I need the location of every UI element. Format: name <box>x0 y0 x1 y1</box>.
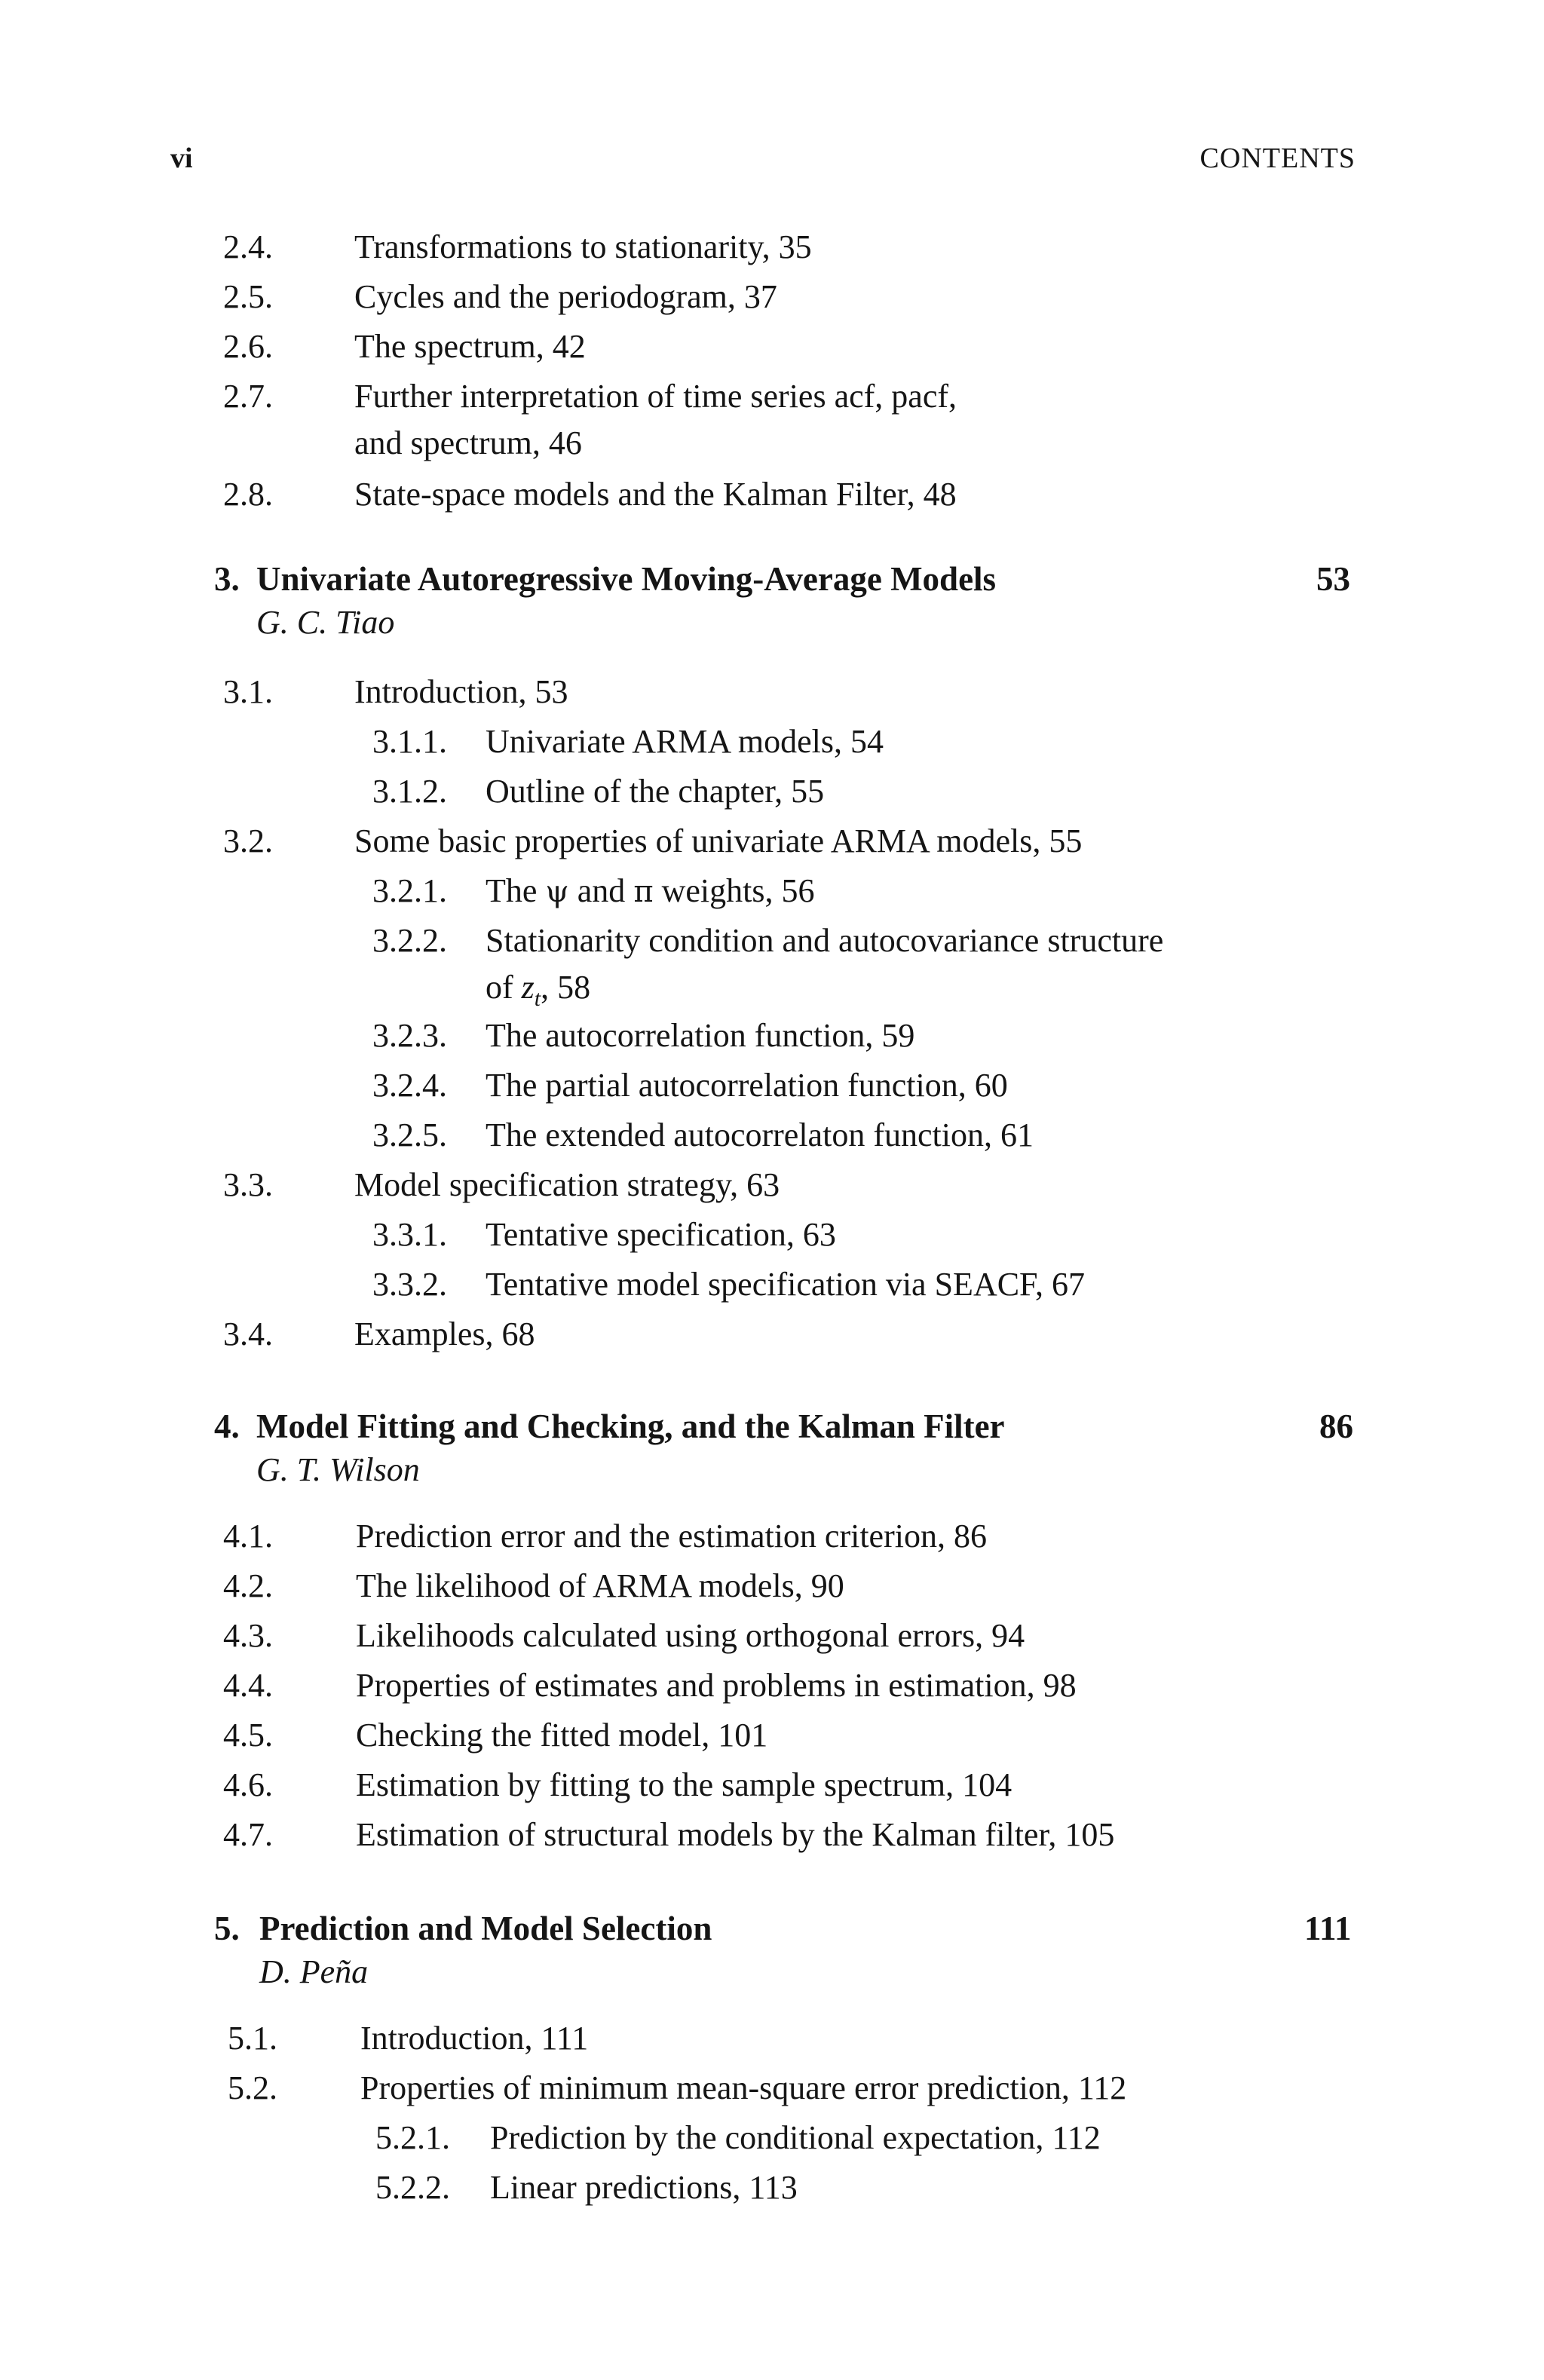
section-title: Estimation by fitting to the sample spectrum, 104 <box>356 1766 1012 1803</box>
section-title: The likelihood of ARMA models, 90 <box>356 1567 844 1604</box>
section-number: 4.3. <box>223 1617 273 1654</box>
subsection-title: The partial autocorrelation function, 60 <box>486 1067 1008 1104</box>
section-title: Cycles and the periodogram, 37 <box>354 278 777 315</box>
section-number: 3.4. <box>223 1316 273 1352</box>
subsection-number: 3.1.2. <box>372 773 447 810</box>
subsection-title: Tentative specification, 63 <box>486 1216 836 1253</box>
chapter-number: 3. <box>214 560 240 598</box>
subsection-number: 3.2.4. <box>372 1067 447 1104</box>
psi-symbol: ψ <box>545 875 569 909</box>
section-number: 5.2. <box>228 2069 277 2106</box>
running-head: CONTENTS <box>1199 142 1356 174</box>
section-title: Estimation of structural models by the Kalman filter, 105 <box>356 1816 1115 1853</box>
section-title: Transformations to stationarity, 35 <box>354 228 812 265</box>
subsection-number: 5.2.2. <box>375 2169 450 2206</box>
section-title: Model specification strategy, 63 <box>354 1166 780 1203</box>
subsection-title: The ψ and π weights, 56 <box>486 872 815 909</box>
chapter-author: G. T. Wilson <box>256 1451 420 1488</box>
subsection-title: Tentative model specification via SEACF, 67 <box>486 1266 1086 1303</box>
section-title: Further interpretation of time series acf, pacf, <box>354 378 957 415</box>
pi-symbol: π <box>633 875 654 909</box>
subsection-title: The extended autocorrelaton function, 61 <box>486 1116 1034 1153</box>
subsection-title: Stationarity condition and autocovariance structure <box>486 922 1164 959</box>
section-number: 4.5. <box>223 1717 273 1754</box>
variable-z: z <box>521 969 535 1006</box>
subsection-title: Univariate ARMA models, 54 <box>486 723 884 760</box>
subsection-title: Prediction by the conditional expectation, 112 <box>490 2119 1101 2156</box>
chapter-number: 5. <box>214 1910 240 1947</box>
subsection-number: 3.3.1. <box>372 1216 447 1253</box>
subsection-number: 3.2.3. <box>372 1017 447 1054</box>
section-title: Examples, 68 <box>354 1316 535 1352</box>
section-number: 5.1. <box>228 2020 277 2057</box>
chapter-title: Univariate Autoregressive Moving-Average Models <box>256 560 997 598</box>
subsection-title: Outline of the chapter, 55 <box>486 773 825 810</box>
section-number: 3.3. <box>223 1166 273 1203</box>
chapter-number: 4. <box>214 1407 240 1445</box>
chapter-page: 53 <box>1316 560 1350 598</box>
chapter-page: 111 <box>1304 1910 1352 1947</box>
section-title: Prediction error and the estimation criterion, 86 <box>356 1518 987 1555</box>
subsection-title: The autocorrelation function, 59 <box>486 1017 915 1054</box>
section-number: 4.1. <box>223 1518 273 1555</box>
section-title: Likelihoods calculated using orthogonal errors, 94 <box>356 1617 1025 1654</box>
subsection-number: 3.3.2. <box>372 1266 447 1303</box>
section-number: 2.4. <box>223 228 273 265</box>
section-number: 2.6. <box>223 328 273 365</box>
section-number: 4.7. <box>223 1816 273 1853</box>
subsection-title-continued: of $z_t$, 58 <box>486 969 591 1011</box>
section-title-continued: and spectrum, 46 <box>354 424 582 461</box>
section-number: 3.1. <box>223 673 273 710</box>
subsection-number: 3.2.1. <box>372 872 447 909</box>
chapter-author: D. Peña <box>259 1953 369 1990</box>
section-title: Properties of estimates and problems in estimation, 98 <box>356 1667 1077 1704</box>
section-title: The spectrum, 42 <box>354 328 586 365</box>
section-number: 3.2. <box>223 822 273 859</box>
section-title: Introduction, 53 <box>354 673 568 710</box>
subsection-number: 3.2.5. <box>372 1116 447 1153</box>
subscript-t: t <box>534 985 541 1011</box>
subsection-title: Linear predictions, 113 <box>490 2169 798 2206</box>
section-number: 2.7. <box>223 378 273 415</box>
chapter-page: 86 <box>1319 1407 1353 1445</box>
section-title: State-space models and the Kalman Filter, 48 <box>354 476 957 513</box>
chapter-author: G. C. Tiao <box>256 604 395 641</box>
chapter-title: Model Fitting and Checking, and the Kalman Filter <box>256 1407 1005 1445</box>
section-number: 4.2. <box>223 1567 273 1604</box>
section-title: Some basic properties of univariate ARMA models, 55 <box>354 822 1083 859</box>
section-number: 2.8. <box>223 476 273 513</box>
section-number: 2.5. <box>223 278 273 315</box>
section-number: 4.6. <box>223 1766 273 1803</box>
subsection-number: 3.2.2. <box>372 922 447 959</box>
section-title: Checking the fitted model, 101 <box>356 1717 768 1754</box>
section-title: Properties of minimum mean-square error prediction, 112 <box>360 2069 1127 2106</box>
subsection-number: 3.1.1. <box>372 723 447 760</box>
page-header <box>170 142 1356 187</box>
page-number: vi <box>170 142 193 174</box>
section-title: Introduction, 111 <box>360 2020 589 2057</box>
section-number: 4.4. <box>223 1667 273 1704</box>
chapter-title: Prediction and Model Selection <box>259 1910 712 1947</box>
subsection-number: 5.2.1. <box>375 2119 450 2156</box>
